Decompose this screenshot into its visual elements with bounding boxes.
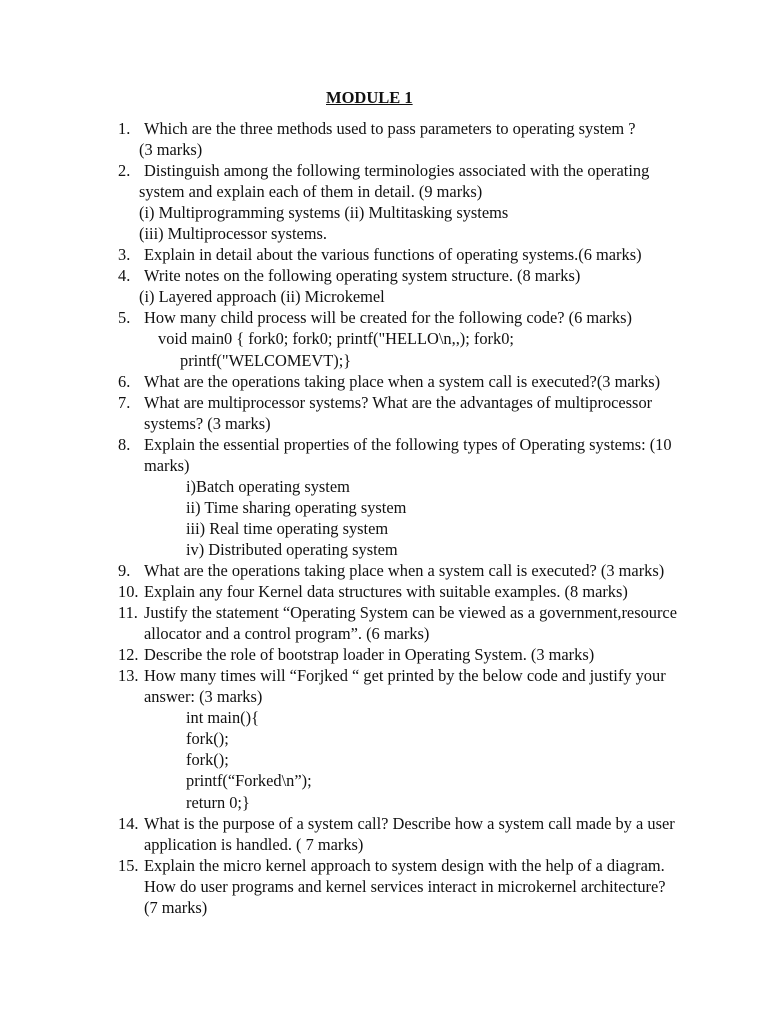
question-text: int main(){ — [186, 708, 259, 728]
question-text: Explain in detail about the various functions of operating systems.(6 marks) — [144, 245, 642, 265]
question-text: return 0;} — [186, 792, 250, 812]
question-text: How do user programs and kernel services interact in microkernel architecture? — [144, 876, 666, 896]
question-number: 8. — [118, 434, 131, 454]
question-line — [0, 539, 768, 560]
question-text: (iii) Multiprocessor systems. — [139, 224, 328, 244]
question-number: 13. — [118, 666, 139, 686]
question-text: i)Batch operating system — [186, 476, 350, 496]
question-text: printf(“Forked\n”); — [186, 771, 312, 791]
question-number: 6. — [118, 371, 131, 391]
question-number: 1. — [118, 119, 131, 138]
question-text: void main0 { fork0; fork0; printf("HELLO\n,,); fork0; — [158, 329, 514, 349]
question-text: Describe the role of bootstrap loader in Operating System. (3 marks) — [144, 645, 595, 665]
question-line — [0, 497, 768, 518]
question-line — [0, 392, 768, 413]
question-text: Explain the essential properties of the following types of Operating systems: (10 — [144, 434, 672, 454]
question-line — [0, 686, 768, 707]
question-text: systems? (3 marks) — [144, 413, 271, 433]
question-line — [0, 897, 768, 918]
question-text: fork(); — [186, 750, 229, 770]
question-text: iii) Real time operating system — [186, 518, 389, 538]
question-line — [0, 223, 768, 244]
question-line — [0, 602, 768, 623]
question-number: 3. — [118, 245, 131, 265]
question-line — [0, 792, 768, 813]
question-text: What are the operations taking place when a system call is executed? (3 marks) — [144, 560, 665, 580]
question-line — [0, 350, 768, 371]
question-line — [0, 665, 768, 686]
question-text: (3 marks) — [139, 140, 203, 160]
question-number: 9. — [118, 560, 131, 580]
question-line — [0, 560, 768, 581]
question-line — [0, 413, 768, 434]
question-line — [0, 118, 768, 139]
question-line — [0, 160, 768, 181]
question-text: How many times will “Forjked “ get printed by the below code and justify your — [144, 666, 666, 686]
question-text: allocator and a control program”. (6 marks) — [144, 624, 430, 644]
question-number: 14. — [118, 813, 139, 833]
question-number: 15. — [118, 855, 139, 875]
question-text: Which are the three methods used to pass parameters to operating system ? — [144, 119, 636, 138]
question-line — [0, 139, 768, 160]
question-line — [0, 244, 768, 265]
question-text: Justify the statement “Operating System can be viewed as a government,resource — [144, 603, 677, 623]
question-text: (i) Multiprogramming systems (ii) Multitasking systems — [139, 203, 509, 223]
question-number: 10. — [118, 582, 139, 602]
question-text: system and explain each of them in detail. (9 marks) — [139, 182, 483, 202]
question-line — [0, 834, 768, 855]
question-text: answer: (3 marks) — [144, 687, 263, 707]
question-line — [0, 328, 768, 349]
question-text: Explain any four Kernel data structures with suitable examples. (8 marks) — [144, 582, 628, 602]
question-line — [0, 644, 768, 665]
question-text: application is handled. ( 7 marks) — [144, 834, 364, 854]
question-list — [0, 118, 768, 918]
question-text: Distinguish among the following terminologies associated with the operating — [144, 161, 650, 181]
question-number: 4. — [118, 266, 131, 286]
question-line — [0, 434, 768, 455]
question-line — [0, 307, 768, 328]
question-line — [0, 707, 768, 728]
question-text: iv) Distributed operating system — [186, 539, 398, 559]
question-text: What are multiprocessor systems? What are the advantages of multiprocessor — [144, 392, 653, 412]
question-line — [0, 265, 768, 286]
question-line — [0, 518, 768, 539]
question-line — [0, 855, 768, 876]
question-line — [0, 455, 768, 476]
question-line — [0, 770, 768, 791]
question-line — [0, 876, 768, 897]
question-text: What are the operations taking place when a system call is executed?(3 marks) — [144, 371, 661, 391]
page-title: MODULE 1 — [326, 88, 413, 107]
question-text: (i) Layered approach (ii) Microkemel — [139, 287, 385, 307]
question-line — [0, 749, 768, 770]
question-text: How many child process will be created for the following code? (6 marks) — [144, 308, 632, 328]
question-text: Write notes on the following operating system structure. (8 marks) — [144, 266, 581, 286]
question-line — [0, 728, 768, 749]
question-line — [0, 371, 768, 392]
question-number: 2. — [118, 161, 131, 181]
question-line — [0, 623, 768, 644]
question-line — [0, 286, 768, 307]
question-text: Explain the micro kernel approach to system design with the help of a diagram. — [144, 855, 665, 875]
question-line — [0, 181, 768, 202]
question-text: printf("WELCOMEVT);} — [180, 350, 352, 370]
question-text: marks) — [144, 455, 190, 475]
question-number: 12. — [118, 645, 139, 665]
question-number: 11. — [118, 603, 138, 623]
question-line — [0, 813, 768, 834]
question-number: 5. — [118, 308, 131, 328]
question-text: What is the purpose of a system call? Describe how a system call made by a user — [144, 813, 675, 833]
question-line — [0, 476, 768, 497]
question-text: fork(); — [186, 729, 229, 749]
question-text: ii) Time sharing operating system — [186, 497, 407, 517]
question-text: (7 marks) — [144, 897, 208, 917]
question-line — [0, 581, 768, 602]
question-number: 7. — [118, 392, 131, 412]
question-line — [0, 202, 768, 223]
